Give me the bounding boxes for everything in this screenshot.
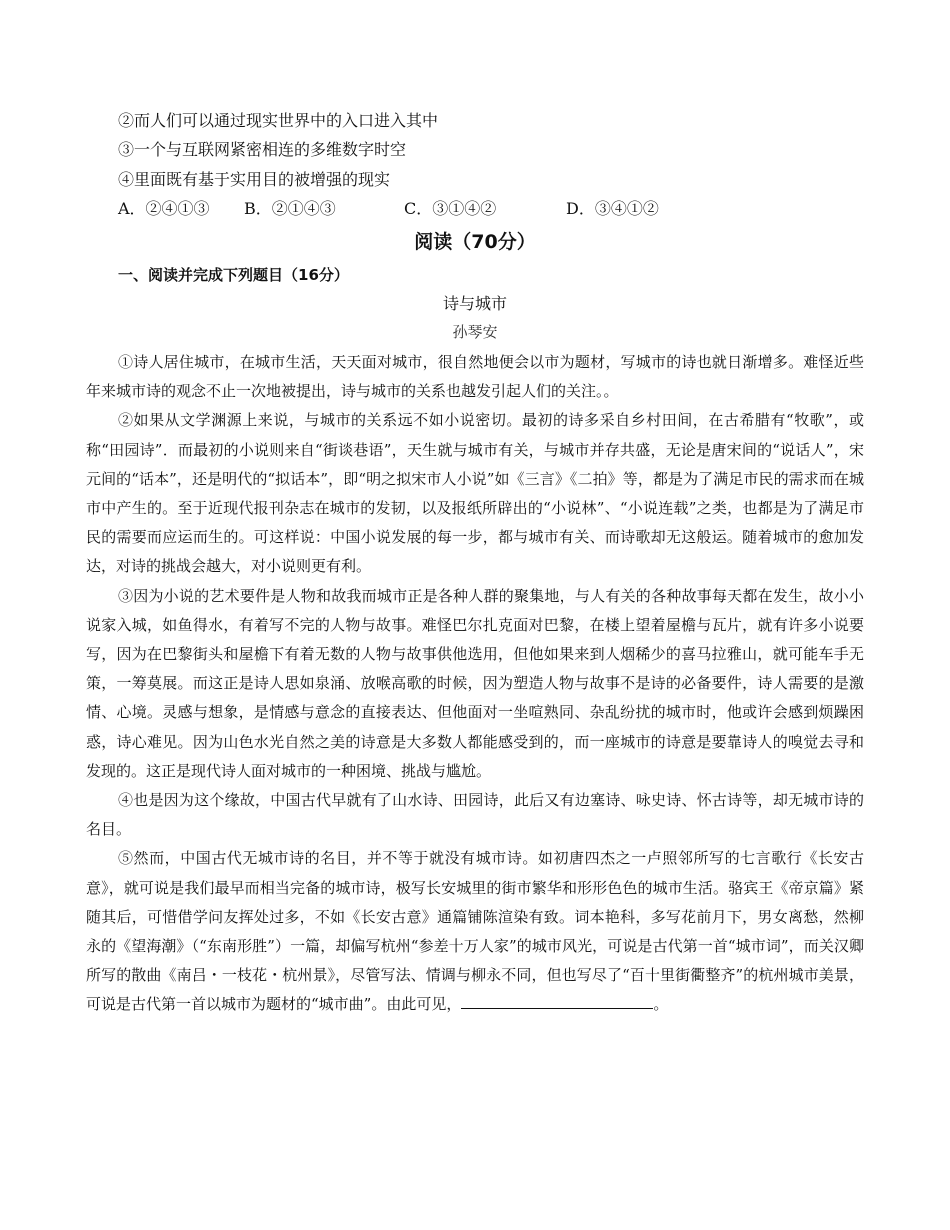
paragraph-2: ②如果从文学渊源上来说，与城市的关系远不如小说密切。最初的诗多采自乡村田间，在古希腊有“牧歌”，或称“田园诗”．而最初的小说则来自“街谈巷语”，天生就与城市有关，与城市并存共盛，无论是唐宋间的“说话人”，宋元间的“话本”，还是明代的“拟话本”，即“明之拟宋市人小说”如《三言》《二拍》等，都是为了满足市民的需求而在城市中产生的。至于近现代报刊杂志在城市的发韧，以及报纸所辟出的“小说林”、“小说连载”之类，也都是为了满足市民的需要而应运而生的。可这样说：中国小说发展的每一步，都与城市有关、而诗歌却无这般运。随着城市的愈加发达，对诗的挑战会越大，对小说则更有利。 [86, 411, 864, 576]
article-body [86, 348, 864, 1020]
choice-c: C．③①④② [404, 199, 497, 218]
choice-d: D．③④①② [566, 199, 659, 218]
option-line-4: ④里面既有基于实用目的被增强的现实 [118, 170, 391, 189]
article-title: 诗与城市 [442, 294, 507, 313]
option-line-3: ③一个与互联网紧密相连的多维数字时空 [118, 140, 407, 159]
article-author: 孙琴安 [452, 323, 498, 341]
paragraph-1: ①诗人居住城市，在城市生活，天天面对城市，很自然地便会以市为题材，写城市的诗也就日渐增多。难怪近些年来城市诗的观念不止一次地被提出，诗与城市的关系也越发引起人们的关注。。 [86, 353, 864, 401]
part-heading: 一、阅读并完成下列题目（16分） [118, 266, 349, 284]
option-line-2: ②而人们可以通过现实世界中的入口进入其中 [118, 111, 439, 130]
paragraph-4: ④也是因为这个缘故，中国古代早就有了山水诗、田园诗，此后又有边塞诗、咏史诗、怀古诗等，却无城市诗的名目。 [86, 791, 864, 839]
fill-in-blank[interactable] [461, 992, 653, 1009]
paragraph-5-end: 。 [653, 995, 669, 1014]
paragraph-5 [86, 844, 864, 1019]
paragraph-5-text: ⑤然而，中国古代无城市诗的名目，并不等于就没有城市诗。如初唐四杰之一卢照邻所写的七言歌行《长安古意》，就可说是我们最早而相当完备的城市诗，极写长安城里的街市繁华和形形色色的城市生活。骆宾王《帝京篇》紧随其后，可惜借学问友挥处过多，不如《长安古意》通篇铺陈渲染有致。词本艳科，多写花前月下，男女离愁，然柳永的《望海潮》（“东南形胜”）一篇，却偏写杭州“参差十万人家”的城市风光，可说是古代第一首“城市词”，而关汉卿所写的散曲《南吕・一枝花・杭州景》，尽管写法、情调与柳永不同，但也写尽了“百十里街衢整齐”的杭州城市美景，可说是古代第一首以城市为题材的“城市曲”。由此可见， [86, 849, 864, 1014]
choice-a: A．②④①③ [118, 199, 210, 218]
choice-b: B．②①④③ [244, 199, 336, 218]
section-title: 阅读（70分） [414, 231, 536, 253]
paragraph-3: ③因为小说的艺术要件是人物和故我而城市正是各种人群的聚集地，与人有关的各种故事每天都在发生，故小小说家入城，如鱼得水，有着写不完的人物与故事。难怪巴尔扎克面对巴黎，在楼上望着屋檐与瓦片，就有许多小说要写，因为在巴黎街头和屋檐下有着无数的人物与故事供他选用，但他如果来到人烟稀少的喜马拉雅山，就可能车手无策，一筹莫展。而这正是诗人思如泉涌、放喉高歌的时候，因为塑造人物与故事不是诗的必备要件，诗人需要的是激情、心境。灵感与想象，是情感与意念的直接表达、但他面对一坐喧熟同、杂乱纷扰的城市时，他或许会感到烦躁困惑，诗心难见。因为山色水光自然之美的诗意是大多数人都能感受到的，而一座城市的诗意是要靠诗人的嗅觉去寻和发现的。这正是现代诗人面对城市的一种困境、挑战与尴尬。 [86, 586, 864, 780]
